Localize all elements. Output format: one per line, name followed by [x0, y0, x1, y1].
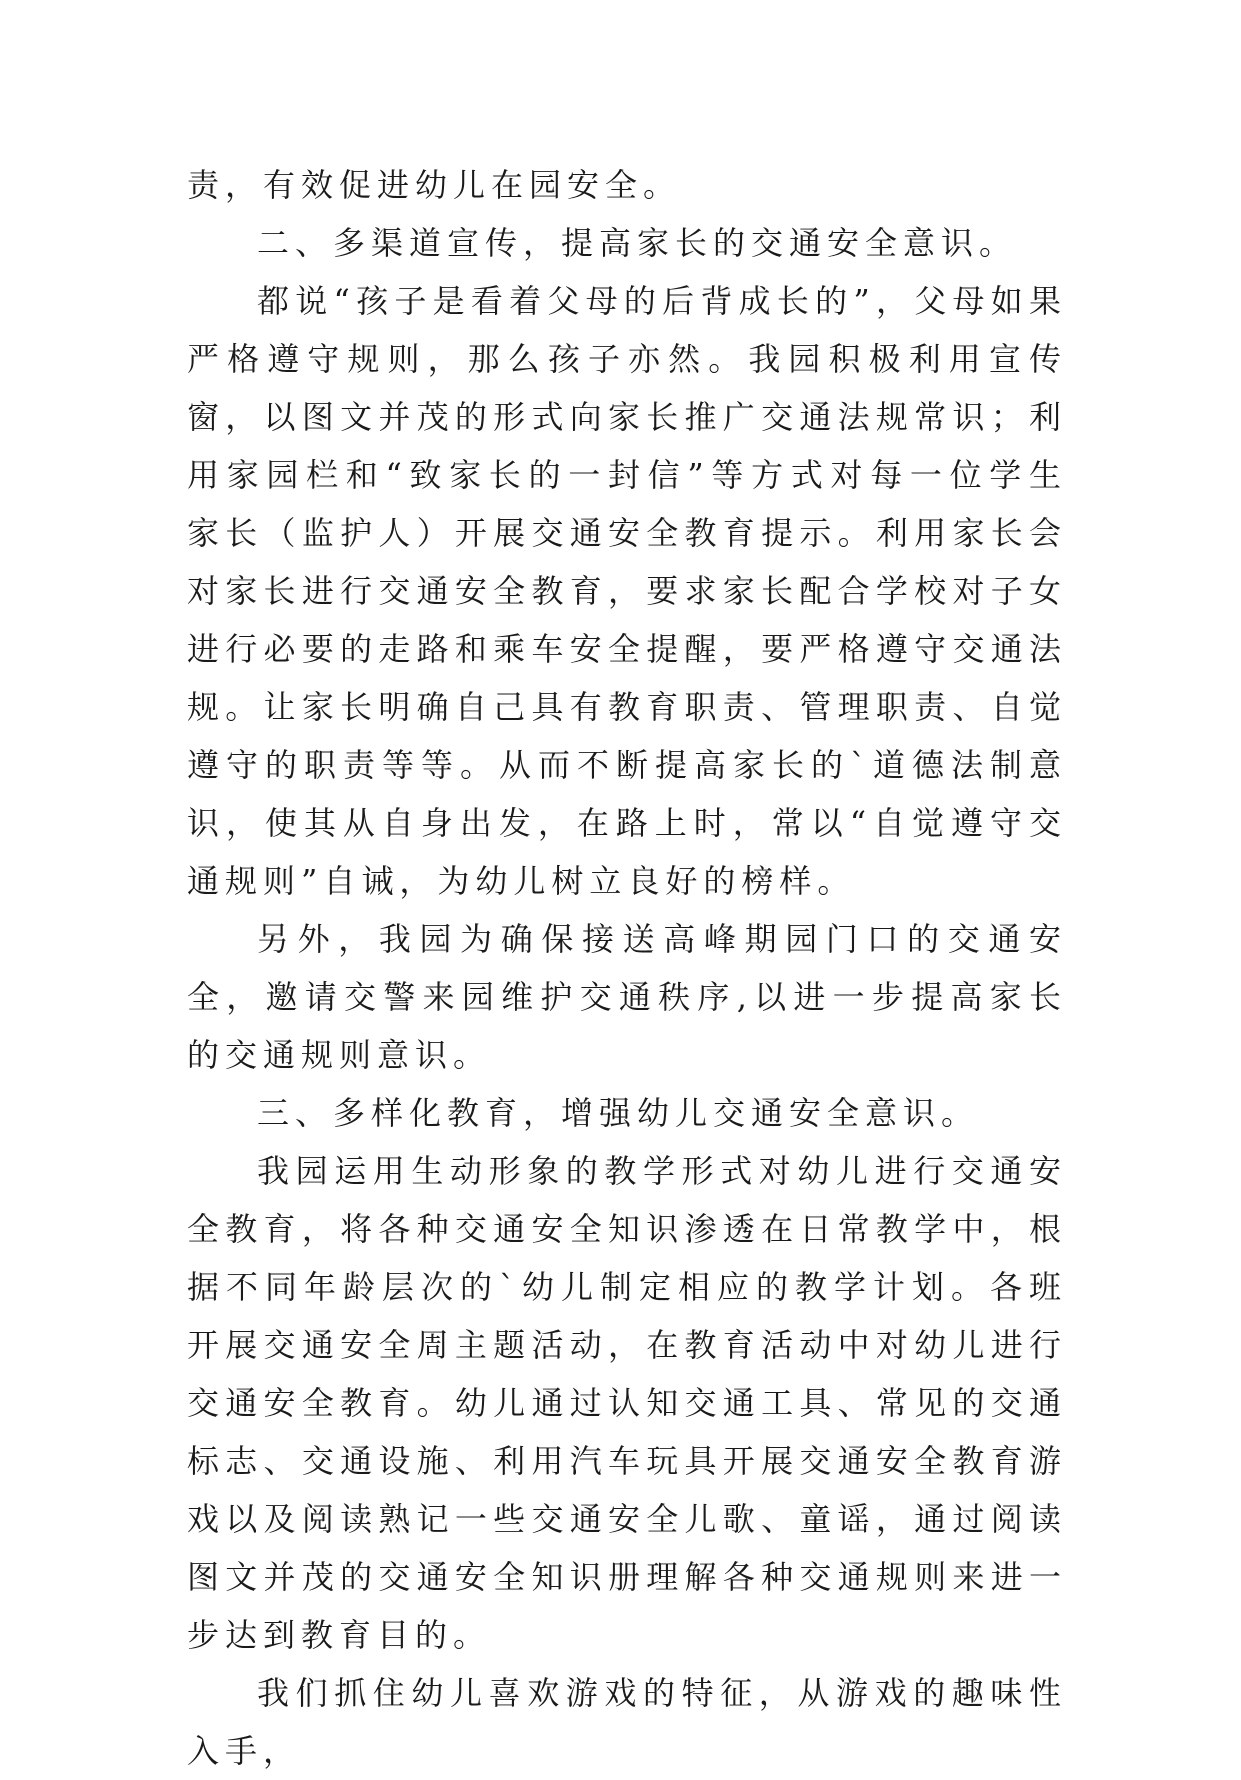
paragraph-parents-awareness: 都说“孩子是看着父母的后背成长的”，父母如果严格遵守规则，那么孩子亦然。我园积极利用宣传窗，以图文并茂的形式向家长推广交通法规常识；利用家园栏和“致家长的一封信”等方式对每一位学生家长（监护人）开展交通安全教育提示。利用家长会对家长进行交通安全教育，要求家长配合学校对子女进行必要的走路和乘车安全提醒，要严格遵守交通法规。让家长明确自己具有教育职责、管理职责、自觉遵守的职责等等。从而不断提高家长的`道德法制意识，使其从自身出发，在路上时，常以“自觉遵守交通规则”自诫，为幼儿树立良好的榜样。	[187, 282, 1067, 900]
section-heading-3: 三、多样化教育，增强幼儿交通安全意识。	[257, 1094, 980, 1132]
paragraph-continuation: 责，有效促进幼儿在园安全。	[187, 166, 682, 204]
section-heading-2: 二、多渠道宣传，提高家长的交通安全意识。	[257, 224, 1018, 262]
paragraph-games: 我们抓住幼儿喜欢游戏的特征，从游戏的趣味性入手，	[187, 1674, 1067, 1770]
paragraph-children-education: 我园运用生动形象的教学形式对幼儿进行交通安全教育，将各种交通安全知识渗透在日常教学中，根据不同年龄层次的`幼儿制定相应的教学计划。各班开展交通安全周主题活动，在教育活动中对幼儿进行交通安全教育。幼儿通过认知交通工具、常见的交通标志、交通设施、利用汽车玩具开展交通安全教育游戏以及阅读熟记一些交通安全儿歌、童谣，通过阅读图文并茂的交通安全知识册理解各种交通规则来进一步达到教育目的。	[187, 1152, 1067, 1654]
document-body	[187, 156, 1067, 1780]
paragraph-traffic-police: 另外，我园为确保接送高峰期园门口的交通安全，邀请交警来园维护交通秩序,以进一步提高家长的交通规则意识。	[187, 920, 1067, 1074]
